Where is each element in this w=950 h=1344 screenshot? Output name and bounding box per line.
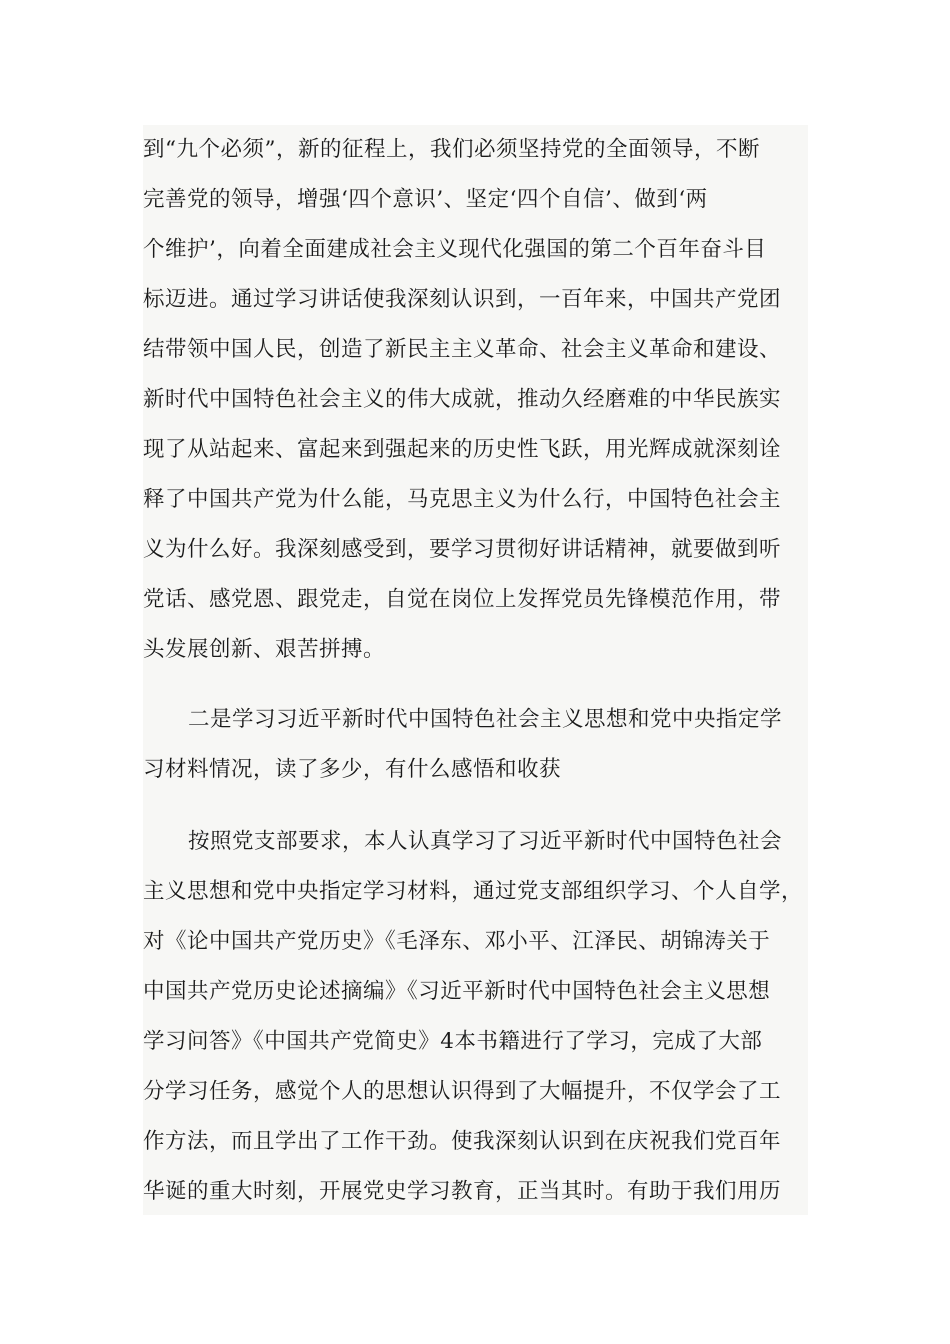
paragraph-line: 到“九个必须”，新的征程上，我们必须坚持党的全面领导，不断 <box>143 137 760 162</box>
paragraph-line: 义为什么好。我深刻感受到，要学习贯彻好讲话精神，就要做到听 <box>143 537 782 562</box>
paragraph-line: 作方法，而且学出了工作干劲。使我深刻认识到在庆祝我们党百年 <box>143 1129 782 1154</box>
paragraph-line: 完善党的领导，增强‘四个意识’、坚定‘四个自信’、做到‘两 <box>143 187 708 212</box>
paragraph-line: 个维护’，向着全面建成社会主义现代化强国的第二个百年奋斗目 <box>143 237 767 262</box>
paragraph-line: 党话、感党恩、跟党走，自觉在岗位上发挥党员先锋模范作用，带 <box>143 587 782 612</box>
paragraph-line: 学习问答》《中国共产党简史》4本书籍进行了学习，完成了大部 <box>143 1029 763 1054</box>
paragraph-line: 分学习任务，感觉个人的思想认识得到了大幅提升，不仅学会了工 <box>143 1079 782 1104</box>
heading-line: 二是学习习近平新时代中国特色社会主义思想和党中央指定学 <box>188 707 783 732</box>
paragraph-line: 华诞的重大时刻，开展党史学习教育，正当其时。有助于我们用历 <box>143 1179 782 1204</box>
paragraph-line: 现了从站起来、富起来到强起来的历史性飞跃，用光辉成就深刻诠 <box>143 437 782 462</box>
paragraph-line: 头发展创新、艰苦拼搏。 <box>143 637 386 662</box>
paragraph-line: 主义思想和党中央指定学习材料，通过党支部组织学习、个人自学， <box>143 879 804 904</box>
paragraph-line: 按照党支部要求，本人认真学习了习近平新时代中国特色社会 <box>188 829 783 854</box>
paragraph-line: 结带领中国人民，创造了新民主主义革命、社会主义革命和建设、 <box>143 337 782 362</box>
paragraph-line: 标迈进。通过学习讲话使我深刻认识到，一百年来，中国共产党团 <box>143 287 782 312</box>
paragraph-study-report <box>143 800 808 1215</box>
paragraph-line: 中国共产党历史论述摘编》《习近平新时代中国特色社会主义思想 <box>143 979 771 1004</box>
paragraph-speech-reflection <box>143 125 808 680</box>
paragraph-line: 新时代中国特色社会主义的伟大成就，推动久经磨难的中华民族实 <box>143 387 782 412</box>
heading-line: 习材料情况，读了多少，有什么感悟和收获 <box>143 757 562 782</box>
paragraph-line: 释了中国共产党为什么能，马克思主义为什么行，中国特色社会主 <box>143 487 782 512</box>
section-heading-study-materials <box>143 680 808 800</box>
paragraph-line: 对《论中国共产党历史》《毛泽东、邓小平、江泽民、胡锦涛关于 <box>143 929 771 954</box>
